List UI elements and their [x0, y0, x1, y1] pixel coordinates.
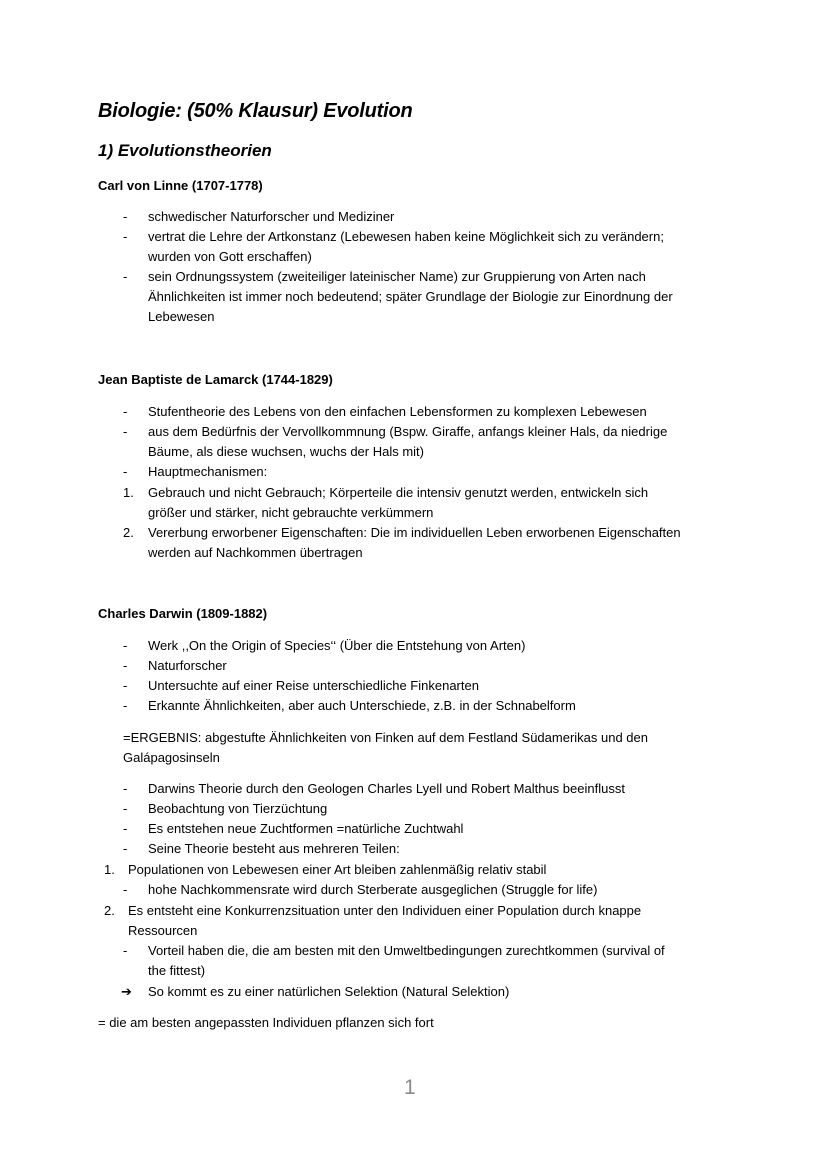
darwin-ergebnis: =ERGEBNIS: abgestufte Ähnlichkeiten von Finken auf dem Festland Südamerikas und den — [123, 730, 648, 745]
lamarck-bullet-1: Stufentheorie des Lebens von den einfachen Lebensformen zu komplexen Lebewesen — [148, 404, 647, 419]
bullet-marker: - — [123, 424, 128, 439]
darwin-bullet-3: Untersuchte auf einer Reise unterschiedliche Finkenarten — [148, 678, 479, 693]
lamarck-bullet-2: aus dem Bedürfnis der Vervollkommnung (Bspw. Giraffe, anfangs kleiner Hals, da niedrige — [148, 424, 668, 439]
bullet-marker: - — [123, 678, 128, 693]
page-number: 1 — [404, 1076, 416, 1099]
darwin-bullet-5: Darwins Theorie durch den Geologen Charles Lyell und Robert Malthus beeinflusst — [148, 781, 625, 796]
bullet-marker: - — [123, 658, 128, 673]
bullet-marker: - — [123, 821, 128, 836]
number-marker: 2. — [104, 903, 115, 918]
bullet-marker: - — [123, 943, 128, 958]
section-heading-evolutionstheorien: 1) Evolutionstheorien — [98, 141, 272, 160]
document-title: Biologie: (50% Klausur) Evolution — [98, 100, 413, 122]
heading-darwin: Charles Darwin (1809-1882) — [98, 606, 268, 621]
bullet-marker: - — [123, 404, 128, 419]
lamarck-numbered-2-cont: werden auf Nachkommen übertragen — [148, 545, 363, 560]
darwin-bullet-2: Naturforscher — [148, 658, 227, 673]
bullet-marker: - — [123, 698, 128, 713]
darwin-numbered-1: Populationen von Lebewesen einer Art bleiben zahlenmäßig relativ stabil — [128, 862, 547, 877]
linne-bullet-1: schwedischer Naturforscher und Mediziner — [148, 209, 395, 224]
darwin-bullet-4: Erkannte Ähnlichkeiten, aber auch Unterschiede, z.B. in der Schnabelform — [148, 698, 576, 713]
darwin-bullet-6: Beobachtung von Tierzüchtung — [148, 801, 328, 816]
darwin-arrow-line: So kommt es zu einer natürlichen Selektion (Natural Selektion) — [148, 984, 510, 999]
number-marker: 1. — [104, 862, 115, 877]
darwin-bullet-8: Seine Theorie besteht aus mehreren Teilen: — [148, 841, 400, 856]
bullet-marker: - — [123, 801, 128, 816]
darwin-bullet-7: Es entstehen neue Zuchtformen =natürliche Zuchtwahl — [148, 821, 464, 836]
darwin-conclusion: = die am besten angepassten Individuen pflanzen sich fort — [98, 1015, 434, 1030]
number-marker: 1. — [123, 485, 134, 500]
darwin-bullet-1: Werk ,,On the Origin of Species‘‘ (Über die Entstehung von Arten) — [148, 638, 526, 653]
bullet-marker: - — [123, 229, 128, 244]
linne-bullet-3-cont: Lebewesen — [148, 309, 215, 324]
darwin-numbered-1-sub: hohe Nachkommensrate wird durch Sterberate ausgeglichen (Struggle for life) — [148, 882, 598, 897]
lamarck-numbered-2: Vererbung erworbener Eigenschaften: Die im individuellen Leben erworbenen Eigenschaften — [148, 525, 681, 540]
lamarck-numbered-1-cont: größer und stärker, nicht gebrauchte verkümmern — [148, 505, 434, 520]
darwin-numbered-2: Es entsteht eine Konkurrenzsituation unter den Individuen einer Population durch knappe — [128, 903, 642, 918]
lamarck-bullet-3: Hauptmechanismen: — [148, 464, 268, 479]
darwin-ergebnis-cont: Galápagosinseln — [123, 750, 220, 765]
linne-bullet-2-cont: wurden von Gott erschaffen) — [148, 249, 312, 264]
bullet-marker: - — [123, 882, 128, 897]
darwin-numbered-2-sub-cont: the fittest) — [148, 963, 206, 978]
linne-bullet-2: vertrat die Lehre der Artkonstanz (Lebewesen haben keine Möglichkeit sich zu verändern; — [148, 229, 664, 244]
number-marker: 2. — [123, 525, 134, 540]
bullet-marker: - — [123, 269, 128, 284]
bullet-marker: - — [123, 638, 128, 653]
linne-bullet-3: sein Ordnungssystem (zweiteiliger lateinischer Name) zur Gruppierung von Arten nach — [148, 269, 646, 284]
bullet-marker: - — [123, 841, 128, 856]
bullet-marker: - — [123, 464, 128, 479]
heading-linne: Carl von Linne (1707-1778) — [98, 178, 263, 193]
bullet-marker: - — [123, 209, 128, 224]
bullet-marker: - — [123, 781, 128, 796]
darwin-numbered-2-sub: Vorteil haben die, die am besten mit den Umweltbedingungen zurechtkommen (survival of — [148, 943, 665, 958]
lamarck-numbered-1: Gebrauch und nicht Gebrauch; Körperteile die intensiv genutzt werden, entwickeln sich — [148, 485, 649, 500]
darwin-numbered-2-cont: Ressourcen — [128, 923, 198, 938]
heading-lamarck: Jean Baptiste de Lamarck (1744-1829) — [98, 372, 333, 387]
linne-bullet-3-cont: Ähnlichkeiten ist immer noch bedeutend; später Grundlage der Biologie zur Einordnung der — [148, 289, 673, 304]
arrow-right-icon: ➔ — [121, 984, 132, 999]
lamarck-bullet-2-cont: Bäume, als diese wuchsen, wuchs der Hals mit) — [148, 444, 425, 459]
